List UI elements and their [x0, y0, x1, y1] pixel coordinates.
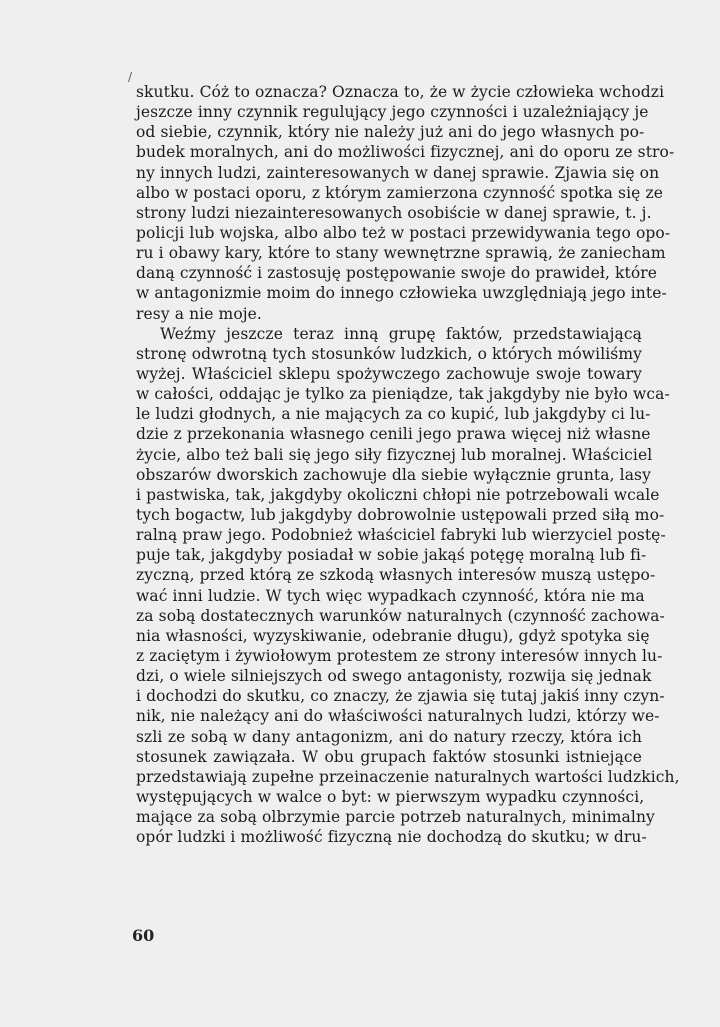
text-line: szli ze sobą w dany antagonizm, ani do natury rzeczy, która ich	[136, 727, 642, 746]
text-line: z zaciętym i żywiołowym protestem ze strony interesów innych lu-	[136, 646, 663, 665]
text-line: ralną praw jego. Podobnież właściciel fabryki lub wierzyciel postę-	[136, 526, 666, 545]
text-line: przedstawiają zupełne przeinaczenie naturalnych wartości ludzkich,	[136, 767, 680, 786]
text-line: wać inni ludzie. W tych więc wypadkach czynność, która nie ma	[136, 586, 645, 605]
text-line: jeszcze inny czynnik regulujący jego czynności i uzależniający je	[136, 103, 649, 122]
text-line: nik, nie należący ani do właściwości naturalnych ludzi, którzy we-	[136, 707, 660, 726]
text-line: budek moralnych, ani do możliwości fizycznej, ani do oporu ze stro-	[136, 143, 675, 162]
text-line: resy a nie moje.	[136, 304, 262, 323]
margin-mark: /	[128, 70, 133, 84]
body-text	[136, 82, 680, 847]
text-line: le ludzi głodnych, a nie mających za co kupić, lub jakgdyby ci lu-	[136, 405, 651, 424]
text-line: w antagonizmie moim do innego człowieka uwzględniają jego inte-	[136, 284, 667, 303]
text-line: zyczną, przed którą ze szkodą własnych interesów muszą ustępo-	[136, 566, 656, 585]
text-line: w całości, oddając je tylko za pieniądze, tak jakgdyby nie było wca-	[136, 385, 670, 404]
text-line: obszarów dworskich zachowuje dla siebie wyłącznie grunta, lasy	[136, 465, 651, 484]
text-line: tych bogactw, lub jakgdyby dobrowolnie ustępowali przed siłą mo-	[136, 505, 665, 524]
text-line: ru i obawy kary, które to stany wewnętrzne sprawią, że zaniecham	[136, 244, 666, 263]
text-line: opór ludzki i możliwość fizyczną nie dochodzą do skutku; w dru-	[136, 828, 647, 847]
text-line: stosunek zawiązała. W obu grupach faktów stosunki istniejące	[136, 747, 642, 766]
text-line: mające za sobą olbrzymie parcie potrzeb naturalnych, minimalny	[136, 808, 655, 827]
text-line: dzi, o wiele silniejszych od swego antagonisty, rozwija się jednak	[136, 667, 652, 686]
text-line: za sobą dostatecznych warunków naturalnych (czynność zachowa-	[136, 606, 665, 625]
text-line: ny innych ludzi, zainteresowanych w danej sprawie. Zjawia się on	[136, 163, 660, 182]
text-line: strony ludzi niezainteresowanych osobiście w danej sprawie, t. j.	[136, 203, 652, 222]
text-line: puje tak, jakgdyby posiadał w sobie jakąś potęgę moralną lub fi-	[136, 546, 647, 565]
text-line: wyżej. Właściciel sklepu spożywczego zachowuje swoje towary	[136, 364, 642, 383]
text-line: Weźmy jeszcze teraz inną grupę faktów, przedstawiającą	[160, 324, 642, 343]
text-line: i pastwiska, tak, jakgdyby okoliczni chłopi nie potrzebowali wcale	[136, 485, 660, 504]
text-line: życie, albo też bali się jego siły fizycznej lub moralnej. Właściciel	[136, 445, 653, 464]
text-line: od siebie, czynnik, który nie należy już ani do jego własnych po-	[136, 123, 645, 142]
text-line: stronę odwrotną tych stosunków ludzkich, o których mówiliśmy	[136, 344, 643, 363]
text-line: nia własności, wyzyskiwanie, odebranie długu), gdyż spotyka się	[136, 626, 650, 645]
text-line: i dochodzi do skutku, co znaczy, że zjawia się tutaj jakiś inny czyn-	[136, 687, 665, 706]
text-line: albo w postaci oporu, z którym zamierzona czynność spotka się ze	[136, 183, 663, 202]
text-line: policji lub wojska, albo albo też w postaci przewidywania tego opo-	[136, 223, 671, 242]
text-line: dzie z przekonania własnego cenili jego prawa więcej niż własne	[136, 425, 651, 444]
page-number: 60	[132, 926, 155, 945]
text-line: skutku. Cóż to oznacza? Oznacza to, że w życie człowieka wchodzi	[136, 83, 665, 101]
text-line: daną czynność i zastosuję postępowanie swoje do prawideł, które	[136, 264, 658, 283]
text-line: występujących w walce o byt: w pierwszym wypadku czynności,	[136, 787, 645, 806]
